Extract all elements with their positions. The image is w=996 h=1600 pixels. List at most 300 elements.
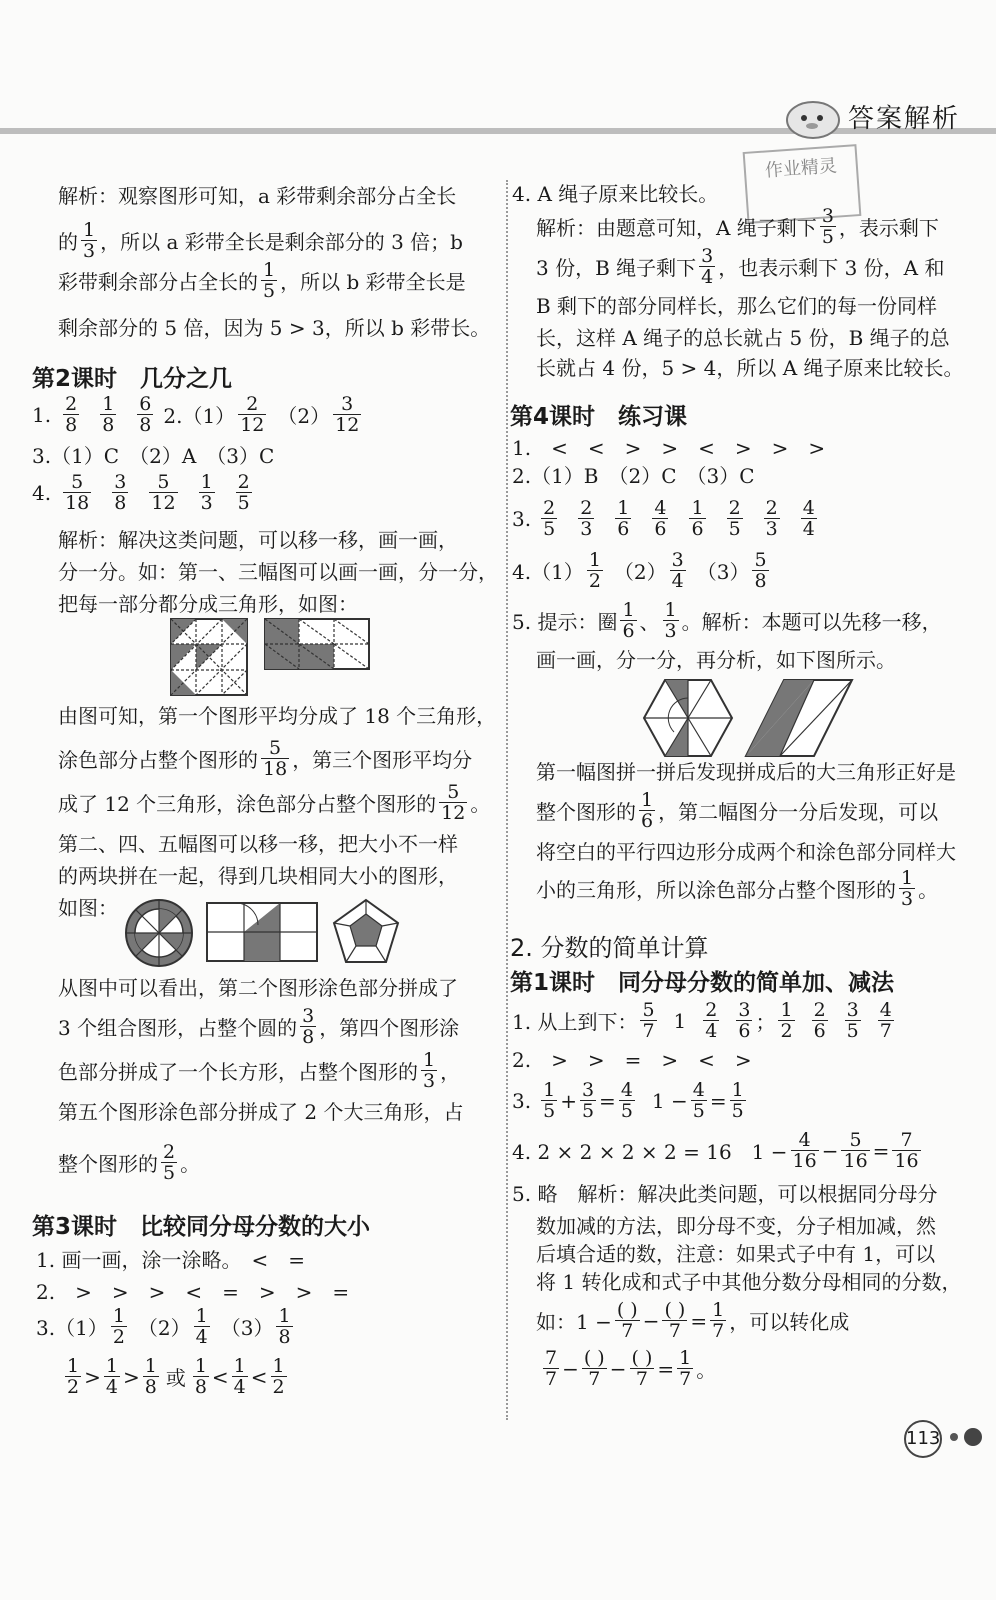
- text-line: 分一分。如：第一、三幅图可以画一画，分一分，: [58, 560, 498, 584]
- denominator: 6: [691, 518, 704, 540]
- header-bar: [0, 128, 996, 134]
- fraction: [143, 1356, 159, 1397]
- denominator: 8: [65, 414, 78, 436]
- denominator: 3: [901, 888, 914, 910]
- fraction: [81, 220, 97, 261]
- denominator: 3: [580, 518, 593, 540]
- denominator: 6: [654, 518, 667, 540]
- answer-line: [512, 498, 820, 539]
- text: =: [872, 1138, 890, 1163]
- section-heading: 第1课时 同分母分数的简单加、减法: [510, 970, 895, 996]
- numerator: 2: [65, 393, 78, 415]
- fraction: [236, 472, 252, 513]
- fraction: [899, 868, 915, 909]
- text-line: 解析：解决这类问题，可以移一移，画一画，: [58, 528, 458, 552]
- text: 4.（1）: [512, 560, 584, 584]
- denominator: 4: [671, 570, 684, 592]
- fraction: [578, 498, 594, 539]
- numerator: 1: [423, 1049, 436, 1071]
- text: 4. 2 × 2 × 2 × 2 = 16 1 −: [512, 1140, 788, 1164]
- answer-line: [512, 600, 942, 641]
- text: 1.: [32, 402, 52, 427]
- text: 成了 12 个三角形，涂色部分占整个图形的: [58, 792, 437, 816]
- fraction: [801, 498, 817, 539]
- text: 解析：由题意可知，A 绳子剩下: [536, 216, 817, 240]
- denominator: 12: [151, 492, 176, 514]
- denominator: 16: [792, 1150, 817, 1172]
- fraction: [543, 1348, 559, 1389]
- denominator: 12: [441, 802, 466, 824]
- denominator: 3: [83, 240, 96, 262]
- text: >: [122, 1364, 140, 1389]
- numerator: 4: [692, 1079, 705, 1101]
- text: −: [609, 1356, 627, 1381]
- hexagon-figure: [642, 678, 734, 758]
- denominator: 4: [705, 1020, 718, 1042]
- decor-dot: [950, 1433, 958, 1441]
- denominator: 8: [114, 492, 127, 514]
- numerator: 1: [617, 497, 630, 519]
- text-line: 将空白的平行四边形分成两个和涂色部分同样大: [536, 840, 956, 864]
- denominator: 7: [668, 1320, 681, 1342]
- denominator: 6: [738, 1020, 751, 1042]
- numerator: 3: [333, 394, 361, 415]
- denominator: 8: [144, 1376, 157, 1398]
- fraction: [615, 1300, 640, 1341]
- fraction: [630, 1348, 655, 1389]
- text: ，也表示剩下 3 份，A 和: [718, 256, 945, 280]
- text: ，: [440, 1060, 461, 1084]
- answer-line: [512, 1080, 749, 1121]
- fraction: [619, 1080, 635, 1121]
- text: >: [84, 1364, 101, 1389]
- fraction: [639, 790, 655, 831]
- text-line: 数加减的方法，即分母不变，分子相加减，然: [536, 1214, 936, 1238]
- denominator: 2: [67, 1376, 80, 1398]
- denominator: 3: [423, 1070, 436, 1092]
- numerator: 4: [620, 1079, 633, 1101]
- numerator: 3: [821, 205, 834, 227]
- answer-line: [32, 394, 364, 435]
- fraction: [620, 600, 636, 641]
- text: 3.: [512, 1088, 532, 1113]
- numerator: 7: [545, 1347, 558, 1369]
- numerator: 1: [622, 599, 635, 621]
- numerator: 2: [163, 1141, 176, 1163]
- chapter-heading: 2. 分数的简单计算: [510, 934, 709, 962]
- denominator: 5: [263, 280, 276, 302]
- text: 、: [639, 610, 660, 634]
- text-line: [540, 1348, 716, 1389]
- answer-line: [512, 1130, 924, 1171]
- text: −: [562, 1356, 579, 1381]
- denominator: 8: [754, 570, 767, 592]
- numerator: ( ): [583, 1347, 605, 1369]
- text: 如：1 −: [536, 1310, 612, 1334]
- denominator: 7: [588, 1368, 601, 1390]
- denominator: 8: [139, 414, 152, 436]
- numerator: 5: [261, 738, 289, 759]
- text: −: [642, 1308, 660, 1333]
- text: ，第四个图形涂: [319, 1016, 460, 1040]
- numerator: 3: [302, 1005, 315, 1027]
- denominator: 2: [780, 1020, 793, 1042]
- text: ，第二幅图分一分后发现，可以: [658, 800, 939, 824]
- numerator: 2: [705, 999, 718, 1021]
- denominator: 5: [543, 518, 556, 540]
- fraction: [111, 1306, 127, 1347]
- fraction: [439, 782, 467, 823]
- text: 涂色部分占整个图形的: [58, 748, 258, 772]
- fraction: [199, 472, 215, 513]
- fraction: [300, 1006, 316, 1047]
- text-line: 将 1 转化成和式子中其他分数分母相同的分数，: [536, 1270, 962, 1294]
- numerator: 7: [892, 1130, 920, 1151]
- denominator: 7: [679, 1368, 692, 1390]
- text-line: [536, 206, 939, 247]
- numerator: 1: [780, 999, 793, 1021]
- text: （3）: [696, 560, 750, 584]
- text: 整个图形的: [58, 1152, 158, 1176]
- denominator: 3: [765, 518, 778, 540]
- fraction: [582, 1348, 607, 1389]
- text: 3.: [512, 506, 532, 531]
- fraction: [892, 1130, 920, 1171]
- denominator: 2: [272, 1376, 285, 1398]
- text: 1: [673, 1008, 687, 1033]
- denominator: 16: [843, 1150, 868, 1172]
- text: 2.（1）: [163, 404, 236, 428]
- denominator: 5: [620, 1100, 633, 1122]
- text-line: 第一幅图拼一拼后发现拼成后的大三角形正好是: [536, 760, 956, 784]
- text-line: 从图中可以看出，第二个图形涂色部分拼成了: [58, 976, 458, 1000]
- numerator: ( ): [616, 1299, 638, 1321]
- numerator: 5: [642, 999, 655, 1021]
- text: ，所以 a 彩带全长是剩余部分的 3 倍；b: [100, 230, 463, 254]
- text: =: [599, 1088, 616, 1113]
- answer-line: 2.（1）B （2）C （3）C: [512, 464, 755, 488]
- fraction: [161, 1142, 177, 1183]
- numerator: 1: [144, 1355, 157, 1377]
- text: =: [657, 1356, 675, 1381]
- text: 3.（1）: [36, 1316, 108, 1340]
- denominator: 7: [545, 1368, 558, 1390]
- page-number: 113: [904, 1420, 942, 1458]
- denominator: 5: [237, 492, 250, 514]
- denominator: 2: [588, 570, 601, 592]
- text-line: 如图：: [58, 896, 118, 920]
- denominator: 6: [813, 1020, 826, 1042]
- fraction: [841, 1130, 869, 1171]
- text: ；: [755, 1010, 776, 1034]
- text: 。: [918, 878, 939, 902]
- numerator: ( ): [664, 1299, 686, 1321]
- header-title: 答案解析: [848, 104, 961, 134]
- text: 。: [180, 1152, 201, 1176]
- text: ，所以 b 彩带全长是: [280, 270, 466, 294]
- fraction: [421, 1050, 437, 1091]
- text: 彩带剩余部分占全长的: [58, 270, 258, 294]
- fraction: [640, 1000, 656, 1041]
- text-line: 解析：观察图形可知，a 彩带剩余部分占全长: [58, 184, 457, 208]
- fraction: [699, 246, 715, 287]
- denominator: 3: [664, 620, 677, 642]
- text-line: 第五个图形涂色部分拼成了 2 个大三角形，占: [58, 1100, 464, 1124]
- text-line: 5. 略 解析：解决此类问题，可以根据同分母分: [512, 1182, 938, 1206]
- text-line: [58, 1142, 200, 1183]
- text: （2）: [277, 404, 331, 428]
- denominator: 8: [302, 1026, 315, 1048]
- numerator: 5: [63, 472, 91, 493]
- section-heading: 第2课时 几分之几: [32, 366, 233, 392]
- denominator: 7: [712, 1320, 725, 1342]
- numerator: 1: [901, 867, 914, 889]
- numerator: 3: [701, 245, 714, 267]
- text: 1. 从上到下：: [512, 1010, 638, 1034]
- fraction: [820, 206, 836, 247]
- text: +: [560, 1088, 577, 1113]
- numerator: 1: [691, 497, 704, 519]
- fraction: [689, 498, 705, 539]
- text: 5. 提示：圈: [512, 610, 618, 634]
- fraction: [112, 472, 128, 513]
- fraction: [100, 394, 116, 435]
- fraction: [193, 1356, 209, 1397]
- numerator: 1: [272, 1355, 285, 1377]
- text: 3 份，B 绳子剩下: [536, 256, 697, 280]
- fraction: [232, 1356, 248, 1397]
- fraction: [791, 1130, 819, 1171]
- text-line: 第二、四、五幅图可以移一移，把大小不一样: [58, 832, 458, 856]
- text-line: 把每一部分都分成三角形，如图：: [58, 592, 358, 616]
- text-line: [536, 868, 938, 909]
- text-line: [536, 1300, 849, 1341]
- text-line: [58, 738, 472, 779]
- fraction: [677, 1348, 693, 1389]
- denominator: 7: [879, 1020, 892, 1042]
- text: =: [690, 1308, 708, 1333]
- text: 整个图形的: [536, 800, 636, 824]
- numerator: 1: [105, 1355, 118, 1377]
- text: −: [821, 1138, 839, 1163]
- fraction: [333, 394, 361, 435]
- section-heading: 第3课时 比较同分母分数的大小: [32, 1214, 371, 1240]
- text: ，可以转化成: [729, 1310, 850, 1334]
- fraction: [812, 1000, 828, 1041]
- denominator: 6: [617, 518, 630, 540]
- rectangle-figure: [206, 902, 318, 962]
- denominator: 8: [102, 414, 115, 436]
- denominator: 4: [195, 1326, 208, 1348]
- answer-line: 2. > > > < = > > =: [36, 1280, 350, 1304]
- numerator: 2: [237, 471, 250, 493]
- fraction: [194, 1306, 210, 1347]
- denominator: 6: [622, 620, 635, 642]
- text: （2）: [613, 560, 667, 584]
- numerator: 2: [728, 497, 741, 519]
- numerator: ( ): [631, 1347, 653, 1369]
- text: 。: [470, 792, 491, 816]
- section-heading: 第4课时 练习课: [510, 404, 688, 430]
- numerator: 1: [194, 1355, 207, 1377]
- text: =: [709, 1088, 727, 1113]
- text: 色部分拼成了一个长方形，占整个图形的: [58, 1060, 418, 1084]
- fraction: [276, 1306, 292, 1347]
- denominator: 18: [263, 758, 288, 780]
- denominator: 8: [278, 1326, 291, 1348]
- numerator: 1: [664, 599, 677, 621]
- answer-line: 1. < < > > < > > >: [512, 436, 826, 460]
- numerator: 1: [278, 1305, 291, 1327]
- answer-line: 3.（1）C （2）A （3）C: [32, 444, 275, 468]
- text: ，表示剩下: [838, 216, 939, 240]
- fraction: [104, 1356, 120, 1397]
- denominator: 16: [894, 1150, 919, 1172]
- fraction: [587, 550, 603, 591]
- denominator: 7: [635, 1368, 648, 1390]
- square-triangles-figure: [170, 618, 248, 696]
- text: 或: [165, 1366, 186, 1390]
- fraction: [580, 1080, 596, 1121]
- numerator: 3: [581, 1079, 595, 1101]
- numerator: 1: [112, 1305, 125, 1327]
- text: 4.: [32, 480, 52, 505]
- denominator: 5: [543, 1100, 556, 1122]
- numerator: 1: [102, 393, 115, 415]
- pentagon-figure: [332, 898, 400, 964]
- denominator: 5: [846, 1020, 859, 1042]
- fraction: [615, 498, 631, 539]
- text-line: B 剩下的部分同样长，那么它们的每一份同样: [536, 294, 938, 318]
- denominator: 7: [642, 1020, 655, 1042]
- numerator: 2: [238, 394, 266, 415]
- text-line: 的两块拼在一起，得到几块相同大小的图形，: [58, 864, 458, 888]
- fraction: [261, 738, 289, 779]
- numerator: 4: [802, 497, 815, 519]
- text-line: 长，这样 A 绳子的总长就占 5 份，B 绳子的总: [536, 326, 950, 350]
- rectangle-triangles-figure: [264, 618, 370, 670]
- text-line: [536, 246, 944, 287]
- denominator: 7: [621, 1320, 634, 1342]
- numerator: 1: [67, 1355, 80, 1377]
- denominator: 6: [641, 810, 654, 832]
- denominator: 4: [802, 518, 815, 540]
- fraction: [845, 1000, 861, 1041]
- answer-line: [32, 472, 255, 513]
- fraction: [778, 1000, 794, 1041]
- text-line: [58, 220, 463, 261]
- denominator: 5: [692, 1100, 705, 1122]
- fraction: [652, 498, 668, 539]
- fraction: [736, 1000, 752, 1041]
- numerator: 1: [588, 549, 601, 571]
- parallelogram-figure: [744, 678, 854, 758]
- denominator: 5: [821, 226, 834, 248]
- numerator: 1: [83, 219, 96, 241]
- fraction: [261, 260, 277, 301]
- stamp-text: 作业精灵: [764, 155, 838, 182]
- text: <: [211, 1364, 229, 1389]
- text-line: [58, 1050, 460, 1091]
- fraction: [137, 394, 153, 435]
- fraction: [730, 1080, 746, 1121]
- denominator: 4: [701, 266, 714, 288]
- text: 3 个组合图形，占整个圆的: [58, 1016, 298, 1040]
- numerator: 4: [879, 999, 892, 1021]
- text: <: [250, 1364, 268, 1389]
- mascot-icon: [782, 92, 844, 140]
- fraction: [63, 394, 79, 435]
- text: （3）: [220, 1316, 274, 1340]
- answer-line: 2. > > = > < >: [512, 1048, 752, 1072]
- fraction: [662, 1300, 687, 1341]
- text: 的: [58, 230, 78, 254]
- numerator: 1: [200, 471, 213, 493]
- numerator: 3: [846, 999, 859, 1021]
- text: 1 −: [651, 1088, 688, 1113]
- fraction: [541, 498, 557, 539]
- text-line: 长就占 4 份，5 > 4，所以 A 绳子原来比较长。: [536, 356, 964, 380]
- numerator: 3: [738, 999, 751, 1021]
- numerator: 4: [654, 497, 667, 519]
- denominator: 5: [581, 1100, 595, 1122]
- numerator: 4: [791, 1130, 819, 1151]
- text: （2）: [137, 1316, 191, 1340]
- text-line: 画一画，分一分，再分析，如下图所示。: [536, 648, 896, 672]
- numerator: 5: [149, 472, 177, 493]
- numerator: 1: [679, 1347, 692, 1369]
- numerator: 1: [641, 789, 654, 811]
- numerator: 1: [731, 1079, 744, 1101]
- answer-line: [512, 550, 772, 591]
- fraction: [727, 498, 743, 539]
- numerator: 5: [439, 782, 467, 803]
- text-line: [58, 1006, 459, 1047]
- fraction: [65, 1356, 81, 1397]
- text: 小的三角形，所以涂色部分占整个图形的: [536, 878, 896, 902]
- denominator: 5: [163, 1162, 176, 1184]
- fraction: [238, 394, 266, 435]
- fraction: [710, 1300, 726, 1341]
- numerator: 2: [543, 497, 556, 519]
- numerator: 3: [671, 549, 684, 571]
- text: ，第三个图形平均分: [292, 748, 473, 772]
- fraction: [691, 1080, 707, 1121]
- denominator: 12: [240, 414, 265, 436]
- text: 。: [696, 1358, 717, 1382]
- fraction: [878, 1000, 894, 1041]
- circle-figure: [124, 898, 194, 968]
- denominator: 5: [731, 1100, 744, 1122]
- numerator: 3: [114, 471, 127, 493]
- answer-line: [512, 1000, 897, 1041]
- text-line: [58, 260, 466, 301]
- fraction: [670, 550, 686, 591]
- denominator: 5: [728, 518, 741, 540]
- fraction: [271, 1356, 287, 1397]
- answer-line: [62, 1356, 290, 1397]
- denominator: 2: [112, 1326, 125, 1348]
- numerator: 2: [813, 999, 826, 1021]
- numerator: 1: [233, 1355, 246, 1377]
- text-line: 后填合适的数，注意：如果式子中有 1，可以: [536, 1242, 936, 1266]
- numerator: 2: [765, 497, 778, 519]
- fraction: [764, 498, 780, 539]
- numerator: 5: [841, 1130, 869, 1151]
- denominator: 4: [233, 1376, 246, 1398]
- text-line: 4. A 绳子原来比较长。: [512, 182, 719, 206]
- denominator: 12: [335, 414, 360, 436]
